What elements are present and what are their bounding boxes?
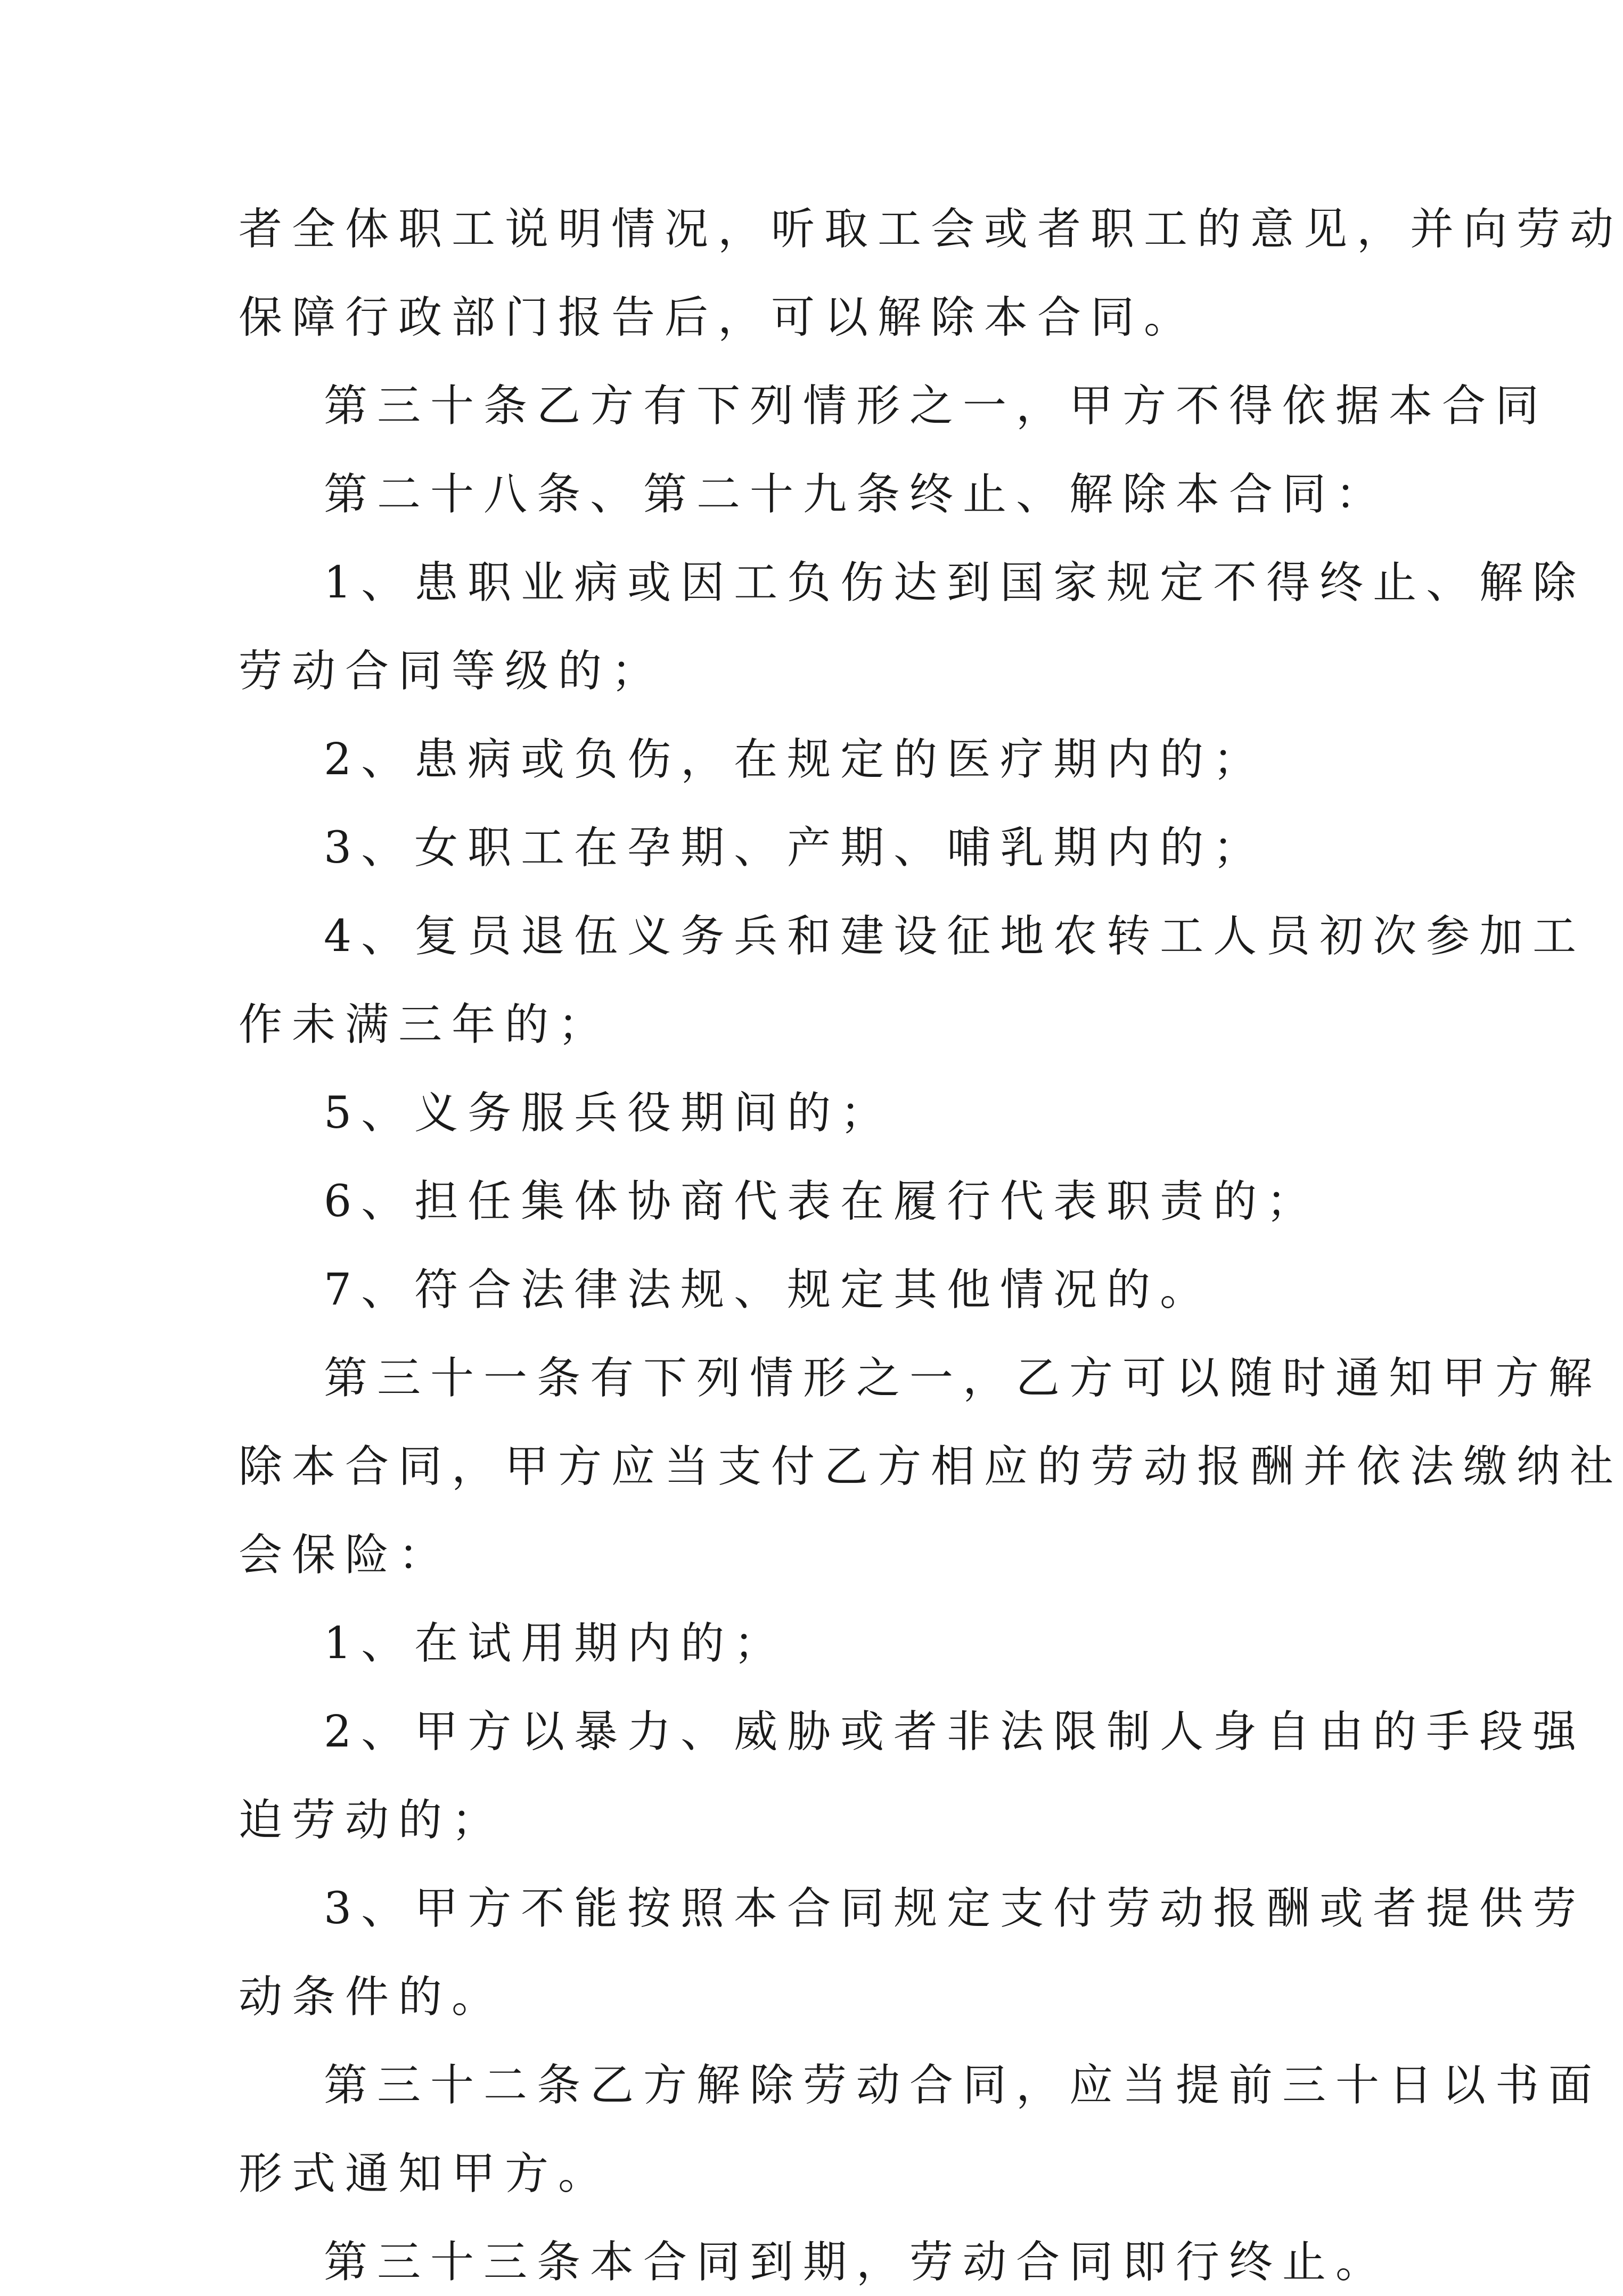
text-line: 除本合同，甲方应当支付乙方相应的劳动报酬并依法缴纳社 bbox=[239, 1441, 1623, 1492]
article-32-heading: 第三十二条乙方解除劳动合同，应当提前三十日以书面 bbox=[324, 2060, 1602, 2111]
list-item: 1、在试用期内的； bbox=[324, 1618, 788, 1669]
list-item: 2、甲方以暴力、威胁或者非法限制人身自由的手段强 bbox=[324, 1707, 1586, 1757]
text-line: 保障行政部门报告后，可以解除本合同。 bbox=[239, 292, 1198, 343]
article-33-heading: 第三十三条本合同到期，劳动合同即行终止。 bbox=[324, 2237, 1389, 2287]
article-30-heading: 第三十条乙方有下列情形之一，甲方不得依据本合同 bbox=[324, 381, 1549, 431]
text-line: 第二十八条、第二十九条终止、解除本合同： bbox=[324, 469, 1389, 520]
list-item: 4、复员退伍义务兵和建设征地农转工人员初次参加工 bbox=[324, 911, 1586, 962]
list-item: 3、甲方不能按照本合同规定支付劳动报酬或者提供劳 bbox=[324, 1883, 1586, 1934]
text-line: 作未满三年的； bbox=[239, 999, 612, 1050]
text-line: 者全体职工说明情况，听取工会或者职工的意见，并向劳动 bbox=[239, 204, 1623, 255]
article-31-heading: 第三十一条有下列情形之一，乙方可以随时通知甲方解 bbox=[324, 1353, 1602, 1404]
text-line: 劳动合同等级的； bbox=[239, 646, 665, 696]
list-item: 1、患职业病或因工负伤达到国家规定不得终止、解除 bbox=[324, 557, 1586, 608]
text-line: 形式通知甲方。 bbox=[239, 2149, 612, 2199]
list-item: 7、符合法律法规、规定其他情况的。 bbox=[324, 1265, 1214, 1315]
list-item: 5、义务服兵役期间的； bbox=[324, 1088, 894, 1138]
list-item: 6、担任集体协商代表在履行代表职责的； bbox=[324, 1176, 1320, 1227]
list-item: 2、患病或负伤，在规定的医疗期内的； bbox=[324, 734, 1267, 785]
list-item: 3、女职工在孕期、产期、哺乳期内的； bbox=[324, 823, 1267, 873]
text-line: 迫劳动的； bbox=[239, 1795, 505, 1846]
document-body bbox=[239, 196, 1623, 2296]
text-line: 动条件的。 bbox=[239, 1972, 505, 2022]
text-line: 会保险： bbox=[239, 1530, 452, 1580]
